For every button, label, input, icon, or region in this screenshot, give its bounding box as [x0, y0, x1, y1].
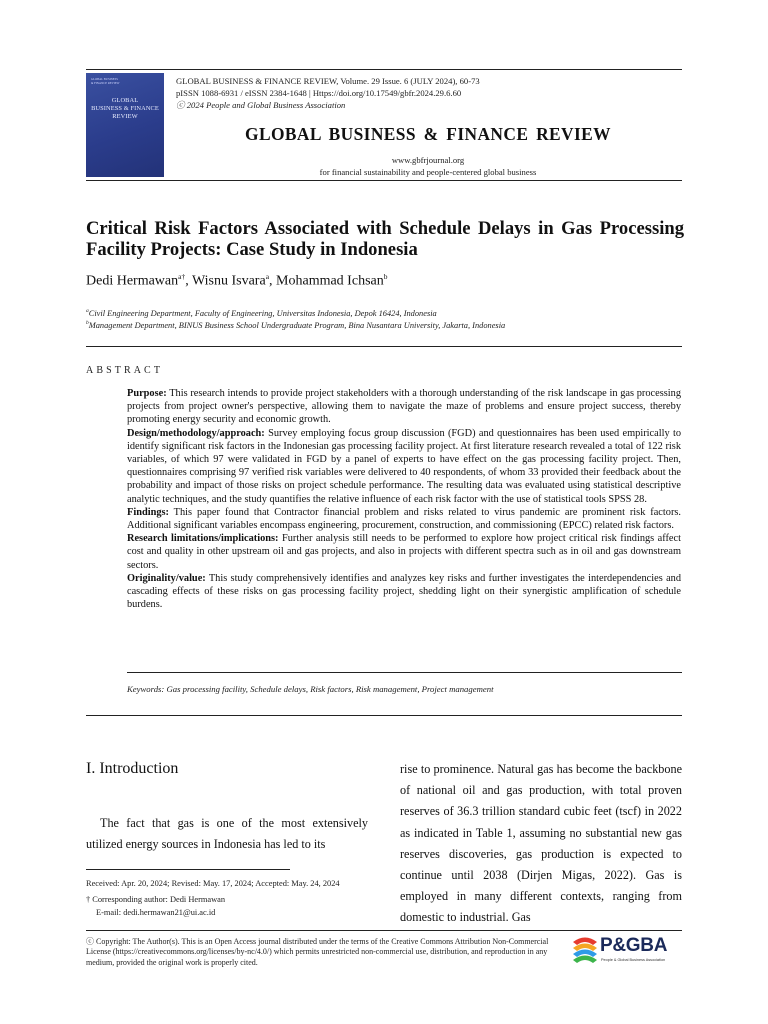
- header-top-rule: [86, 69, 682, 70]
- abstract-label: ABSTRACT: [86, 365, 164, 376]
- section-heading-introduction: I. Introduction: [86, 760, 179, 777]
- author-list: Dedi Hermawan$^{a\dagger}$, Wisnu Isvara$^a$, Mohammad Ichsan$^b$: [86, 272, 388, 289]
- abstract-findings: Findings: This paper found that Contractor financial problem and risks related to virus pandemic are prominent risk factors. Additional significant variables encompass engineering, procurement, construction, and commissioning (EPCC) related risk factors.: [127, 506, 681, 532]
- cover-title: GLOBAL BUSINESS & FINANCE REVIEW: [91, 97, 159, 120]
- pgba-logo-text: P&GBA: [600, 935, 668, 956]
- author-sup: a†: [178, 272, 186, 281]
- license-rule: [86, 930, 682, 931]
- cover-small-text: GLOBAL BUSINESS & FINANCE REVIEW: [91, 77, 120, 85]
- author-sup: b: [383, 272, 388, 281]
- journal-tagline: for financial sustainability and people-centered global business: [319, 167, 537, 177]
- copyright-line: ⓒ 2024 People and Global Business Association: [176, 100, 346, 110]
- journal-title: GLOBAL BUSINESS & FINANCE REVIEW: [245, 124, 611, 144]
- header-bottom-rule: [86, 180, 682, 181]
- keywords-top-rule: [127, 672, 682, 673]
- affiliation-b: $^b$Management Department, BINUS Business School Undergraduate Program, Bina Nusantara University, Jakarta, Indonesia: [86, 320, 506, 330]
- author-name: Dedi Hermawan: [86, 273, 179, 289]
- paper-title: Critical Risk Factors Associated with Schedule Delays in Gas Processing Facility Projects: Case Study in Indonesia: [86, 218, 684, 260]
- author-name: Wisnu Isvara: [191, 273, 266, 289]
- abstract-top-rule: [86, 346, 682, 347]
- body-column-left: The fact that gas is one of the most extensively utilized energy sources in Indonesia has led to its: [86, 816, 368, 852]
- abstract-limitations: Research limitations/implications: Further analysis still needs to be performed to explore how project critical risk findings affect cost and quality in other upstream oil and gas projects, and also in projects with different spectra such as in oil and gas downstream sectors.: [127, 533, 681, 571]
- footnote-corresponding: † Corresponding author: Dedi Hermawan: [86, 895, 226, 904]
- author-sup: a: [265, 272, 270, 281]
- license-notice: ⓒ Copyright: The Author(s). This is an Open Access journal distributed under the terms of the Creative Commons Attribution Non-Commercial License (https://creativecommons.org/licenses/by-nc/4.0/) which permits unrestricted non-commercial use, distribution, and reproduction in any medium, provided the original work is properly cited.: [86, 937, 549, 967]
- body-column-right: rise to prominence. Natural gas has become the backbone of national oil and gas production, with total proven reserves of 36.3 trillion standard cubic feet (tscf) in 2022 as indicated in Table 1, assuming no substantial new gas reserves discoveries, gas production is expected to continue until 2038 (Dirjen Migas, 2022). Gas is employed in many different contexts, ranging from domestic to industrial. Gas: [400, 762, 682, 925]
- abstract-body: [127, 387, 681, 611]
- journal-website[interactable]: www.gbfrjournal.org: [391, 155, 465, 165]
- keywords-line: Keywords: Gas processing facility, Schedule delays, Risk factors, Risk management, Project management: [127, 684, 494, 694]
- pgba-logo-tagline: People & Global Business Association: [601, 958, 666, 962]
- affiliation-a: $^a$Civil Engineering Department, Faculty of Engineering, Universitas Indonesia, Depok 16424, Indonesia: [86, 308, 437, 318]
- pgba-logo-mark-icon: [570, 934, 600, 966]
- author-name: Mohammad Ichsan: [276, 273, 384, 289]
- journal-cover-image: [86, 73, 164, 177]
- citation-line: GLOBAL BUSINESS & FINANCE REVIEW, Volume. 29 Issue. 6 (JULY 2024), 60-73: [176, 76, 480, 86]
- footnote-rule: [86, 869, 290, 870]
- abstract-originality: Originality/value: This study comprehensively identifies and analyzes key risks and further investigates the interdependencies and cascading effects of these risks on gas processing facility project, shedding light on their synergistic amplification of schedule burdens.: [127, 572, 681, 611]
- abstract-design: Design/methodology/approach: Survey employing focus group discussion (FGD) and questionnaires has been used empirically to identify significant risk factors in the Indonesian gas processing facility project. At first literature research revealed a total of 122 risk variables, of which 97 were validated in FGD by a panel of experts to have effect on the gas processing facility project. Then, questionnaires comprising 97 verified risk variables were delivered to 40 respondents, of whom 33 provided their feedback about the probability and impact of those risks on project schedule performance. The resulting data was evaluated using statistical descriptive analytic techniques, and the study quantifies the relative influence of each risk factor with the use of statistical tools SPSS 28.: [127, 427, 681, 505]
- pgba-logo: [570, 934, 684, 968]
- issn-doi-line: pISSN 1088-6931 / eISSN 2384-1648 | Https://doi.org/10.17549/gbfr.2024.29.6.60: [176, 88, 462, 98]
- abstract-purpose: Purpose: This research intends to provide project stakeholders with a thorough understanding of the risk landscape in gas processing projects from project owner's perspective, allowing them to navigate the maze of problems and ensure project success, thereby promoting energy security and economic growth.: [127, 388, 681, 426]
- footnote-received: Received: Apr. 20, 2024; Revised: May. 17, 2024; Accepted: May. 24, 2024: [86, 879, 340, 888]
- keywords-bottom-rule: [86, 715, 682, 716]
- footnote-email[interactable]: E-mail: dedi.hermawan21@ui.ac.id: [96, 908, 216, 917]
